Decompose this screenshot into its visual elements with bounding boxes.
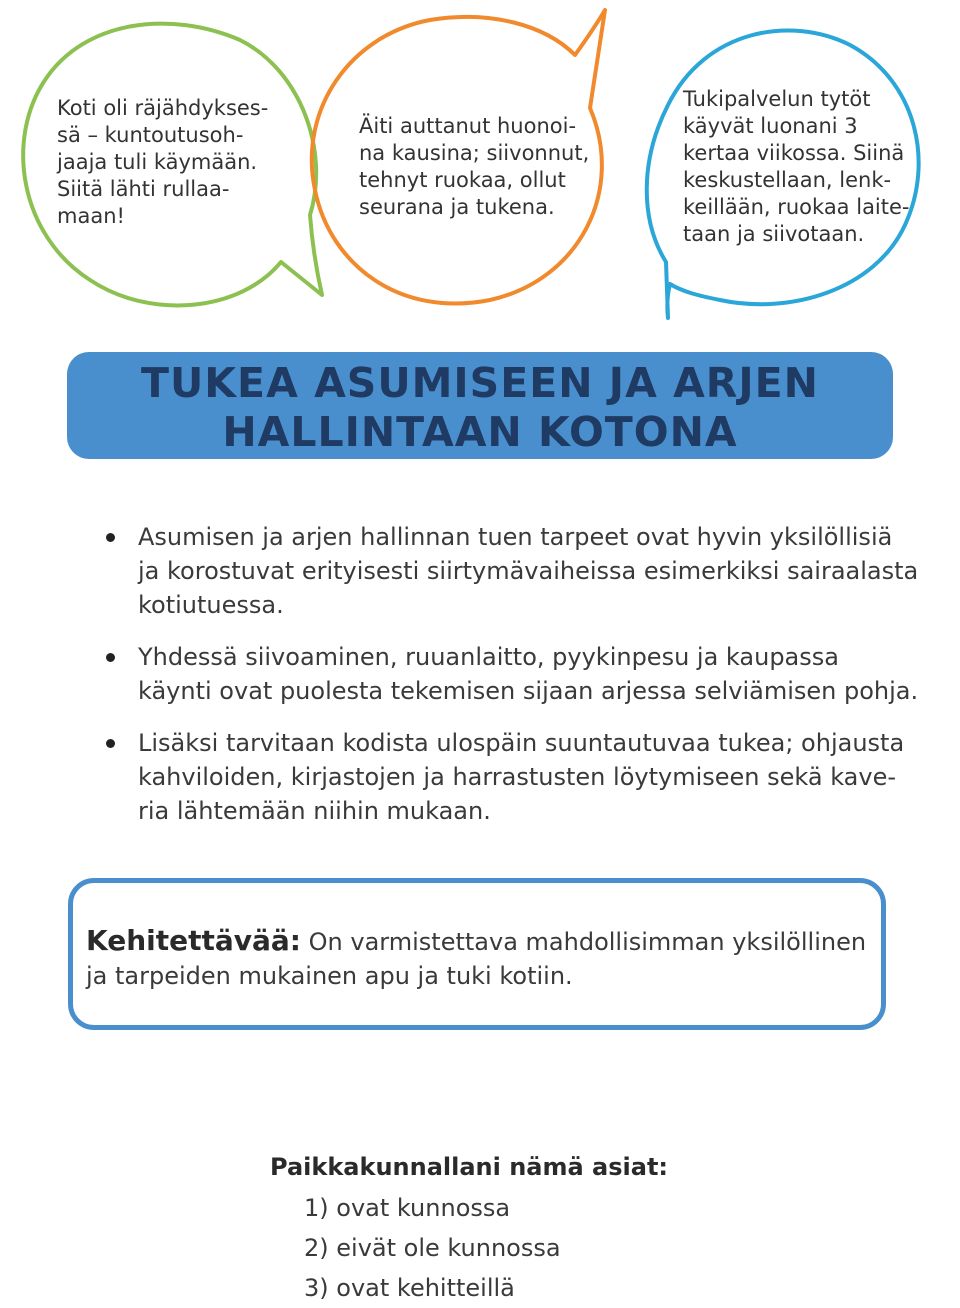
bubble-line: maan! <box>57 204 125 228</box>
bubble-line: na kausina; siivonnut, <box>359 141 590 165</box>
bubble-line: Siitä lähti rullaa- <box>57 177 230 201</box>
bullet-icon <box>106 739 115 748</box>
bubble-line: Koti oli räjähdykses- <box>57 96 269 120</box>
bullet-icon <box>106 533 115 542</box>
list-item-line: kahviloiden, kirjastojen ja harrastusten löytymiseen sekä kave- <box>138 763 897 791</box>
list-item-line: Asumisen ja arjen hallinnan tuen tarpeet ovat hyvin yksilöllisiä <box>138 523 893 551</box>
bubble-text-orange <box>359 113 589 221</box>
local-status-title: Paikkakunnallani nämä asiat: <box>270 1153 669 1181</box>
bubble-line: sä – kuntoutusoh- <box>57 123 244 147</box>
bubble-line: Äiti auttanut huonoi- <box>359 114 577 138</box>
local-status-section <box>270 1150 668 1308</box>
bubble-text-blue <box>683 86 910 248</box>
list-item: 1) ovat kunnossa <box>304 1194 511 1222</box>
development-line-1-text: On varmistettava mahdollisimman yksilöllinen <box>308 928 867 956</box>
bubble-line: keskustellaan, lenk- <box>683 168 892 192</box>
list-item <box>100 520 919 622</box>
list-item <box>100 726 905 828</box>
list-item-line: käynti ovat puolesta tekemisen sijaan arjessa selviämisen pohja. <box>138 677 919 705</box>
list-item: 2) eivät ole kunnossa <box>304 1234 561 1262</box>
bubble-line: seurana ja tukena. <box>359 195 555 219</box>
development-line-1 <box>86 924 866 959</box>
list-item: 3) ovat kehitteillä <box>304 1274 515 1302</box>
bubble-line: jaaja tuli käymään. <box>57 150 258 174</box>
list-item-line: ja korostuvat erityisesti siirtymävaiheissa esimerkiksi sairaalasta <box>138 557 919 585</box>
local-status-list <box>304 1188 668 1308</box>
development-line-2: ja tarpeiden mukainen apu ja tuki kotiin. <box>86 962 573 990</box>
bubble-line: Tukipalvelun tytöt <box>683 87 871 111</box>
bubble-line: tehnyt ruokaa, ollut <box>359 168 566 192</box>
bubble-line: taan ja siivotaan. <box>683 222 865 246</box>
bubble-line: kertaa viikossa. Siinä <box>683 141 905 165</box>
bullet-list <box>100 520 919 846</box>
list-item-line: ria lähtemään niihin mukaan. <box>138 797 491 825</box>
bubble-text-green <box>57 95 268 230</box>
development-label: Kehitettävää: <box>86 924 302 957</box>
list-item-line: Lisäksi tarvitaan kodista ulospäin suuntautuvaa tukea; ohjausta <box>138 729 905 757</box>
banner-title-line-2: HALLINTAAN KOTONA <box>222 408 738 456</box>
bubble-line: käyvät luonani 3 <box>683 114 858 138</box>
development-text <box>86 924 866 993</box>
bubble-line: keillään, ruokaa laite- <box>683 195 910 219</box>
title-banner <box>67 352 893 459</box>
bullet-icon <box>106 653 115 662</box>
list-item <box>100 640 919 708</box>
banner-title-line-1: TUKEA ASUMISEEN JA ARJEN <box>141 359 819 407</box>
list-item-line: Yhdessä siivoaminen, ruuanlaitto, pyykinpesu ja kaupassa <box>138 643 839 671</box>
list-item-line: kotiutuessa. <box>138 591 284 619</box>
